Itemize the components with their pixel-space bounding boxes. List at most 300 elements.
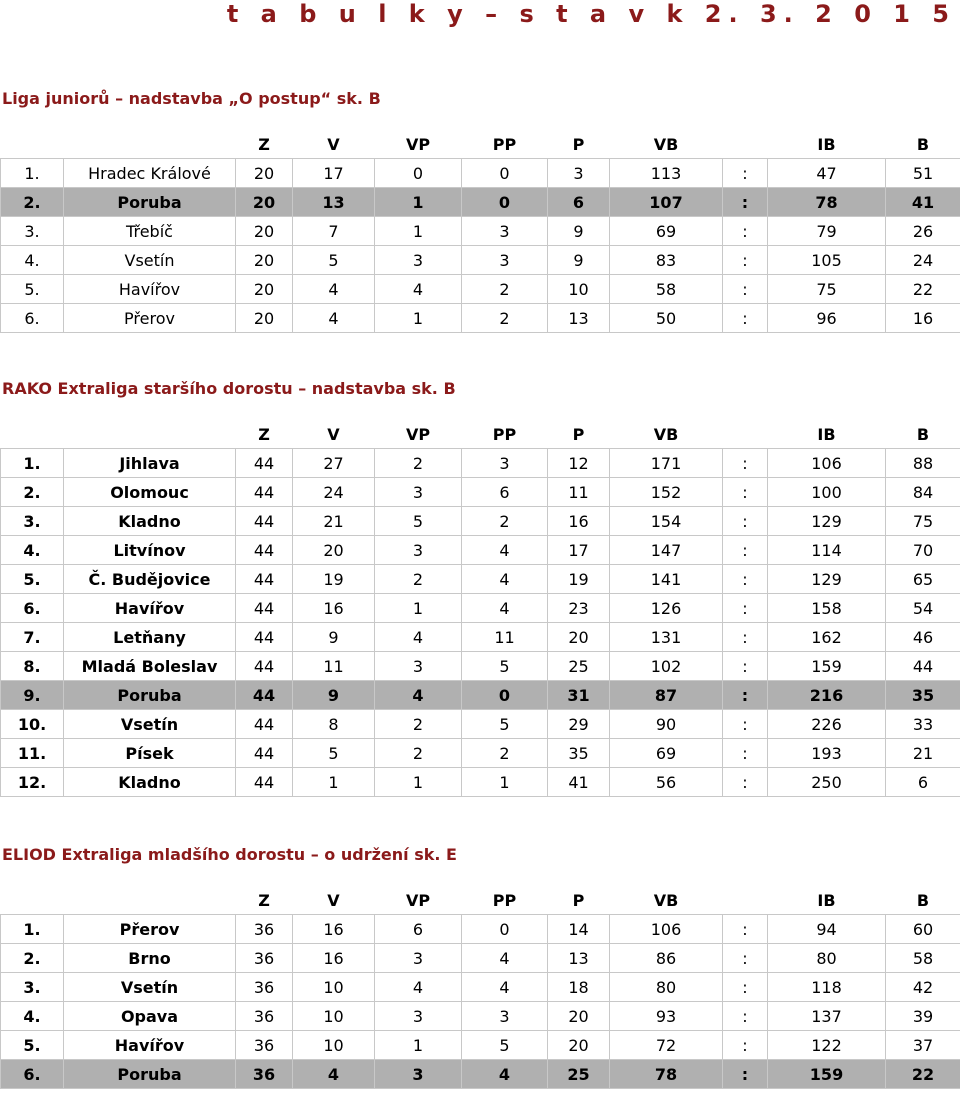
cell-p: 20 bbox=[548, 623, 610, 652]
header-team bbox=[64, 886, 236, 915]
cell-z: 36 bbox=[236, 944, 293, 973]
cell-v: 19 bbox=[293, 565, 375, 594]
cell-b: 70 bbox=[886, 536, 960, 565]
cell-separator: : bbox=[723, 594, 768, 623]
cell-ib: 193 bbox=[768, 739, 886, 768]
cell-team: Havířov bbox=[64, 1031, 236, 1060]
cell-v: 1 bbox=[293, 768, 375, 797]
cell-b: 58 bbox=[886, 944, 960, 973]
cell-v: 5 bbox=[293, 246, 375, 275]
cell-p: 9 bbox=[548, 217, 610, 246]
cell-b: 16 bbox=[886, 304, 960, 333]
cell-vp: 3 bbox=[375, 246, 462, 275]
cell-b: 21 bbox=[886, 739, 960, 768]
cell-team: Brno bbox=[64, 944, 236, 973]
cell-vp: 3 bbox=[375, 478, 462, 507]
cell-vp: 3 bbox=[375, 536, 462, 565]
cell-v: 4 bbox=[293, 275, 375, 304]
cell-team: Kladno bbox=[64, 768, 236, 797]
cell-separator: : bbox=[723, 565, 768, 594]
cell-ib: 100 bbox=[768, 478, 886, 507]
cell-vb: 86 bbox=[610, 944, 723, 973]
cell-vb: 50 bbox=[610, 304, 723, 333]
table-row bbox=[1, 536, 960, 565]
header-z: Z bbox=[236, 420, 293, 449]
cell-team: Poruba bbox=[64, 681, 236, 710]
cell-vb: 154 bbox=[610, 507, 723, 536]
cell-v: 13 bbox=[293, 188, 375, 217]
cell-b: 26 bbox=[886, 217, 960, 246]
cell-v: 27 bbox=[293, 449, 375, 478]
cell-pp: 4 bbox=[462, 944, 548, 973]
cell-separator: : bbox=[723, 159, 768, 188]
cell-z: 20 bbox=[236, 304, 293, 333]
cell-pp: 3 bbox=[462, 449, 548, 478]
cell-b: 6 bbox=[886, 768, 960, 797]
cell-rank: 12. bbox=[1, 768, 64, 797]
header-team bbox=[64, 130, 236, 159]
cell-vp: 1 bbox=[375, 768, 462, 797]
cell-rank: 3. bbox=[1, 507, 64, 536]
header-colon bbox=[723, 420, 768, 449]
cell-rank: 4. bbox=[1, 536, 64, 565]
cell-separator: : bbox=[723, 449, 768, 478]
cell-v: 10 bbox=[293, 1031, 375, 1060]
cell-p: 18 bbox=[548, 973, 610, 1002]
header-rank bbox=[1, 420, 64, 449]
table-row bbox=[1, 652, 960, 681]
cell-v: 10 bbox=[293, 973, 375, 1002]
cell-vp: 1 bbox=[375, 1031, 462, 1060]
header-vb: VB bbox=[610, 130, 723, 159]
cell-separator: : bbox=[723, 652, 768, 681]
cell-team: Letňany bbox=[64, 623, 236, 652]
cell-v: 8 bbox=[293, 710, 375, 739]
cell-separator: : bbox=[723, 739, 768, 768]
header-rank bbox=[1, 130, 64, 159]
cell-vb: 102 bbox=[610, 652, 723, 681]
cell-z: 20 bbox=[236, 217, 293, 246]
cell-separator: : bbox=[723, 536, 768, 565]
header-b: B bbox=[886, 420, 960, 449]
cell-pp: 4 bbox=[462, 1060, 548, 1089]
cell-pp: 2 bbox=[462, 304, 548, 333]
cell-z: 20 bbox=[236, 188, 293, 217]
header-ib: IB bbox=[768, 886, 886, 915]
cell-pp: 4 bbox=[462, 594, 548, 623]
cell-rank: 1. bbox=[1, 915, 64, 944]
cell-p: 12 bbox=[548, 449, 610, 478]
cell-team: Vsetín bbox=[64, 246, 236, 275]
cell-b: 41 bbox=[886, 188, 960, 217]
cell-z: 44 bbox=[236, 478, 293, 507]
cell-separator: : bbox=[723, 246, 768, 275]
cell-z: 36 bbox=[236, 1002, 293, 1031]
cell-b: 22 bbox=[886, 275, 960, 304]
cell-vb: 83 bbox=[610, 246, 723, 275]
cell-b: 46 bbox=[886, 623, 960, 652]
table-row bbox=[1, 304, 960, 333]
cell-ib: 47 bbox=[768, 159, 886, 188]
cell-b: 44 bbox=[886, 652, 960, 681]
cell-vb: 58 bbox=[610, 275, 723, 304]
cell-rank: 5. bbox=[1, 1031, 64, 1060]
table-row bbox=[1, 246, 960, 275]
cell-ib: 250 bbox=[768, 768, 886, 797]
cell-p: 25 bbox=[548, 652, 610, 681]
cell-v: 11 bbox=[293, 652, 375, 681]
table-row bbox=[1, 681, 960, 710]
cell-ib: 118 bbox=[768, 973, 886, 1002]
cell-pp: 5 bbox=[462, 1031, 548, 1060]
header-colon bbox=[723, 886, 768, 915]
cell-vp: 1 bbox=[375, 594, 462, 623]
header-v: V bbox=[293, 420, 375, 449]
cell-b: 75 bbox=[886, 507, 960, 536]
cell-v: 4 bbox=[293, 1060, 375, 1089]
cell-ib: 226 bbox=[768, 710, 886, 739]
cell-z: 36 bbox=[236, 973, 293, 1002]
cell-p: 20 bbox=[548, 1002, 610, 1031]
cell-rank: 6. bbox=[1, 1060, 64, 1089]
cell-vp: 4 bbox=[375, 681, 462, 710]
cell-team: Třebíč bbox=[64, 217, 236, 246]
cell-z: 44 bbox=[236, 768, 293, 797]
cell-v: 20 bbox=[293, 536, 375, 565]
cell-rank: 3. bbox=[1, 217, 64, 246]
cell-vb: 93 bbox=[610, 1002, 723, 1031]
header-b: B bbox=[886, 886, 960, 915]
page-title: t a b u l k y – s t a v k 2. 3. 2 0 1 5 bbox=[226, 0, 956, 28]
table-row bbox=[1, 710, 960, 739]
cell-vb: 131 bbox=[610, 623, 723, 652]
cell-team: Vsetín bbox=[64, 973, 236, 1002]
cell-b: 88 bbox=[886, 449, 960, 478]
table-row bbox=[1, 1060, 960, 1089]
cell-ib: 129 bbox=[768, 507, 886, 536]
cell-ib: 159 bbox=[768, 1060, 886, 1089]
table-row bbox=[1, 217, 960, 246]
header-v: V bbox=[293, 130, 375, 159]
cell-team: Přerov bbox=[64, 304, 236, 333]
cell-pp: 1 bbox=[462, 768, 548, 797]
cell-v: 24 bbox=[293, 478, 375, 507]
cell-separator: : bbox=[723, 681, 768, 710]
cell-z: 44 bbox=[236, 594, 293, 623]
cell-z: 44 bbox=[236, 739, 293, 768]
cell-ib: 129 bbox=[768, 565, 886, 594]
cell-z: 20 bbox=[236, 246, 293, 275]
cell-ib: 137 bbox=[768, 1002, 886, 1031]
cell-z: 44 bbox=[236, 449, 293, 478]
cell-b: 33 bbox=[886, 710, 960, 739]
cell-p: 20 bbox=[548, 1031, 610, 1060]
cell-z: 36 bbox=[236, 1031, 293, 1060]
cell-ib: 78 bbox=[768, 188, 886, 217]
cell-team: Jihlava bbox=[64, 449, 236, 478]
table-row bbox=[1, 188, 960, 217]
cell-z: 44 bbox=[236, 710, 293, 739]
cell-rank: 7. bbox=[1, 623, 64, 652]
cell-rank: 5. bbox=[1, 565, 64, 594]
header-row bbox=[1, 130, 960, 159]
header-team bbox=[64, 420, 236, 449]
table-row bbox=[1, 739, 960, 768]
cell-v: 17 bbox=[293, 159, 375, 188]
cell-p: 16 bbox=[548, 507, 610, 536]
cell-ib: 159 bbox=[768, 652, 886, 681]
cell-pp: 4 bbox=[462, 565, 548, 594]
cell-v: 9 bbox=[293, 681, 375, 710]
cell-v: 16 bbox=[293, 915, 375, 944]
cell-separator: : bbox=[723, 304, 768, 333]
cell-pp: 2 bbox=[462, 739, 548, 768]
cell-z: 44 bbox=[236, 536, 293, 565]
cell-z: 44 bbox=[236, 652, 293, 681]
table-row bbox=[1, 159, 960, 188]
cell-separator: : bbox=[723, 478, 768, 507]
header-pp: PP bbox=[462, 886, 548, 915]
cell-z: 36 bbox=[236, 1060, 293, 1089]
cell-rank: 5. bbox=[1, 275, 64, 304]
cell-team: Písek bbox=[64, 739, 236, 768]
cell-vb: 56 bbox=[610, 768, 723, 797]
cell-ib: 80 bbox=[768, 944, 886, 973]
cell-rank: 6. bbox=[1, 594, 64, 623]
cell-z: 44 bbox=[236, 623, 293, 652]
cell-z: 20 bbox=[236, 275, 293, 304]
cell-vb: 80 bbox=[610, 973, 723, 1002]
cell-p: 9 bbox=[548, 246, 610, 275]
cell-p: 3 bbox=[548, 159, 610, 188]
header-b: B bbox=[886, 130, 960, 159]
cell-rank: 8. bbox=[1, 652, 64, 681]
cell-ib: 216 bbox=[768, 681, 886, 710]
header-vb: VB bbox=[610, 886, 723, 915]
cell-ib: 114 bbox=[768, 536, 886, 565]
table-row bbox=[1, 507, 960, 536]
header-vb: VB bbox=[610, 420, 723, 449]
cell-pp: 0 bbox=[462, 188, 548, 217]
cell-b: 22 bbox=[886, 1060, 960, 1089]
cell-p: 29 bbox=[548, 710, 610, 739]
header-row bbox=[1, 420, 960, 449]
cell-rank: 6. bbox=[1, 304, 64, 333]
cell-p: 10 bbox=[548, 275, 610, 304]
cell-team: Litvínov bbox=[64, 536, 236, 565]
cell-b: 65 bbox=[886, 565, 960, 594]
cell-z: 36 bbox=[236, 915, 293, 944]
cell-vb: 107 bbox=[610, 188, 723, 217]
cell-team: Poruba bbox=[64, 1060, 236, 1089]
cell-pp: 0 bbox=[462, 159, 548, 188]
cell-vb: 69 bbox=[610, 217, 723, 246]
cell-team: Hradec Králové bbox=[64, 159, 236, 188]
header-row bbox=[1, 886, 960, 915]
cell-b: 84 bbox=[886, 478, 960, 507]
cell-separator: : bbox=[723, 768, 768, 797]
cell-v: 21 bbox=[293, 507, 375, 536]
cell-separator: : bbox=[723, 973, 768, 1002]
cell-pp: 0 bbox=[462, 681, 548, 710]
cell-p: 23 bbox=[548, 594, 610, 623]
cell-team: Č. Budějovice bbox=[64, 565, 236, 594]
cell-p: 25 bbox=[548, 1060, 610, 1089]
cell-p: 41 bbox=[548, 768, 610, 797]
cell-team: Poruba bbox=[64, 188, 236, 217]
table-row bbox=[1, 623, 960, 652]
cell-pp: 6 bbox=[462, 478, 548, 507]
table-row bbox=[1, 973, 960, 1002]
table-row bbox=[1, 768, 960, 797]
section-title-senior-youth: RAKO Extraliga staršího dorostu – nadstavba sk. B bbox=[2, 379, 456, 398]
cell-ib: 162 bbox=[768, 623, 886, 652]
standings-table-juniors bbox=[0, 130, 960, 333]
cell-team: Olomouc bbox=[64, 478, 236, 507]
header-ib: IB bbox=[768, 420, 886, 449]
cell-p: 19 bbox=[548, 565, 610, 594]
cell-vb: 106 bbox=[610, 915, 723, 944]
cell-vp: 3 bbox=[375, 1002, 462, 1031]
header-z: Z bbox=[236, 886, 293, 915]
cell-vp: 5 bbox=[375, 507, 462, 536]
cell-vb: 72 bbox=[610, 1031, 723, 1060]
cell-pp: 3 bbox=[462, 1002, 548, 1031]
cell-vp: 2 bbox=[375, 565, 462, 594]
cell-v: 16 bbox=[293, 944, 375, 973]
cell-rank: 11. bbox=[1, 739, 64, 768]
table-row bbox=[1, 565, 960, 594]
cell-ib: 122 bbox=[768, 1031, 886, 1060]
cell-ib: 105 bbox=[768, 246, 886, 275]
cell-ib: 96 bbox=[768, 304, 886, 333]
cell-separator: : bbox=[723, 1060, 768, 1089]
cell-vb: 113 bbox=[610, 159, 723, 188]
cell-rank: 10. bbox=[1, 710, 64, 739]
cell-p: 31 bbox=[548, 681, 610, 710]
cell-team: Kladno bbox=[64, 507, 236, 536]
cell-pp: 5 bbox=[462, 652, 548, 681]
cell-vp: 3 bbox=[375, 1060, 462, 1089]
cell-vp: 2 bbox=[375, 710, 462, 739]
cell-v: 7 bbox=[293, 217, 375, 246]
cell-vp: 1 bbox=[375, 188, 462, 217]
cell-vp: 4 bbox=[375, 973, 462, 1002]
cell-b: 42 bbox=[886, 973, 960, 1002]
cell-ib: 158 bbox=[768, 594, 886, 623]
cell-v: 9 bbox=[293, 623, 375, 652]
cell-vp: 4 bbox=[375, 275, 462, 304]
cell-pp: 2 bbox=[462, 507, 548, 536]
cell-p: 11 bbox=[548, 478, 610, 507]
cell-b: 54 bbox=[886, 594, 960, 623]
cell-vb: 147 bbox=[610, 536, 723, 565]
cell-vp: 6 bbox=[375, 915, 462, 944]
cell-separator: : bbox=[723, 275, 768, 304]
header-z: Z bbox=[236, 130, 293, 159]
cell-vb: 69 bbox=[610, 739, 723, 768]
cell-rank: 1. bbox=[1, 159, 64, 188]
cell-rank: 2. bbox=[1, 944, 64, 973]
cell-separator: : bbox=[723, 217, 768, 246]
table-row bbox=[1, 478, 960, 507]
cell-p: 14 bbox=[548, 915, 610, 944]
cell-ib: 75 bbox=[768, 275, 886, 304]
cell-z: 20 bbox=[236, 159, 293, 188]
cell-vp: 0 bbox=[375, 159, 462, 188]
cell-v: 10 bbox=[293, 1002, 375, 1031]
cell-v: 4 bbox=[293, 304, 375, 333]
cell-vb: 87 bbox=[610, 681, 723, 710]
cell-pp: 3 bbox=[462, 217, 548, 246]
cell-pp: 11 bbox=[462, 623, 548, 652]
cell-pp: 0 bbox=[462, 915, 548, 944]
cell-rank: 4. bbox=[1, 246, 64, 275]
cell-vp: 1 bbox=[375, 304, 462, 333]
table-row bbox=[1, 944, 960, 973]
header-vp: VP bbox=[375, 130, 462, 159]
cell-pp: 3 bbox=[462, 246, 548, 275]
cell-vb: 141 bbox=[610, 565, 723, 594]
cell-z: 44 bbox=[236, 507, 293, 536]
cell-team: Vsetín bbox=[64, 710, 236, 739]
cell-vb: 90 bbox=[610, 710, 723, 739]
cell-pp: 4 bbox=[462, 973, 548, 1002]
table-row bbox=[1, 915, 960, 944]
cell-team: Havířov bbox=[64, 594, 236, 623]
cell-vp: 1 bbox=[375, 217, 462, 246]
cell-rank: 2. bbox=[1, 478, 64, 507]
cell-ib: 94 bbox=[768, 915, 886, 944]
cell-separator: : bbox=[723, 710, 768, 739]
cell-ib: 79 bbox=[768, 217, 886, 246]
cell-vp: 3 bbox=[375, 944, 462, 973]
header-vp: VP bbox=[375, 420, 462, 449]
cell-p: 6 bbox=[548, 188, 610, 217]
cell-ib: 106 bbox=[768, 449, 886, 478]
cell-p: 13 bbox=[548, 304, 610, 333]
cell-vp: 2 bbox=[375, 449, 462, 478]
cell-vb: 78 bbox=[610, 1060, 723, 1089]
cell-team: Opava bbox=[64, 1002, 236, 1031]
cell-separator: : bbox=[723, 915, 768, 944]
header-ib: IB bbox=[768, 130, 886, 159]
cell-pp: 5 bbox=[462, 710, 548, 739]
table-row bbox=[1, 275, 960, 304]
cell-separator: : bbox=[723, 1002, 768, 1031]
cell-vb: 171 bbox=[610, 449, 723, 478]
table-row bbox=[1, 594, 960, 623]
cell-vp: 3 bbox=[375, 652, 462, 681]
cell-b: 39 bbox=[886, 1002, 960, 1031]
cell-rank: 2. bbox=[1, 188, 64, 217]
header-pp: PP bbox=[462, 130, 548, 159]
table-row bbox=[1, 1002, 960, 1031]
cell-b: 60 bbox=[886, 915, 960, 944]
cell-b: 24 bbox=[886, 246, 960, 275]
cell-vb: 126 bbox=[610, 594, 723, 623]
cell-separator: : bbox=[723, 1031, 768, 1060]
header-p: P bbox=[548, 130, 610, 159]
cell-separator: : bbox=[723, 944, 768, 973]
cell-b: 51 bbox=[886, 159, 960, 188]
cell-z: 44 bbox=[236, 565, 293, 594]
cell-vp: 4 bbox=[375, 623, 462, 652]
cell-team: Přerov bbox=[64, 915, 236, 944]
cell-pp: 2 bbox=[462, 275, 548, 304]
header-vp: VP bbox=[375, 886, 462, 915]
section-title-junior-youth: ELIOD Extraliga mladšího dorostu – o udržení sk. E bbox=[2, 845, 457, 864]
